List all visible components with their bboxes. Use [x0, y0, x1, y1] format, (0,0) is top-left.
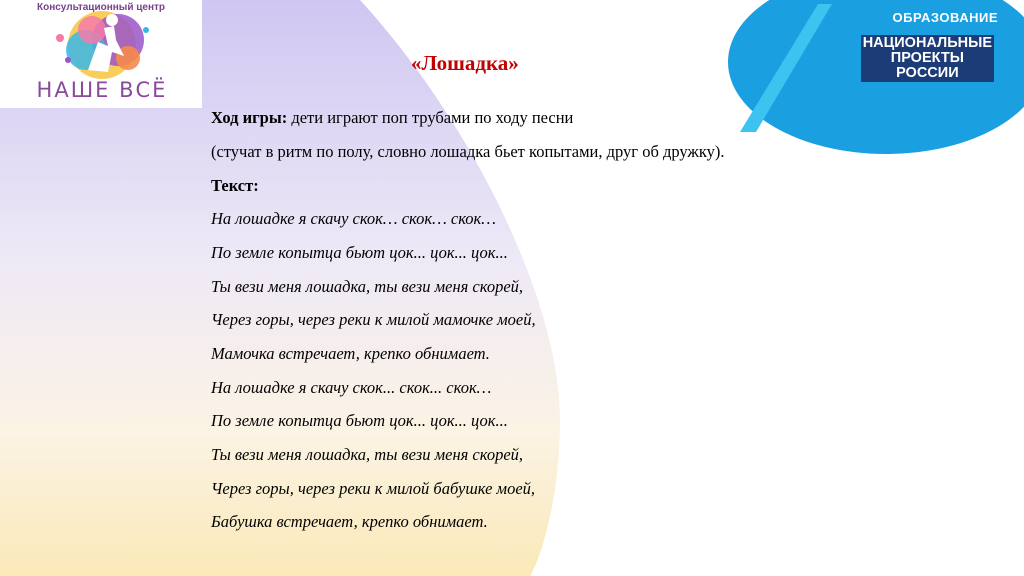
verse-line: По земле копытца бьют цок... цок... цок... — [211, 411, 508, 430]
verse-line: Через горы, через реки к милой мамочке моей, — [211, 310, 536, 329]
np-line-2: ПРОЕКТЫ — [890, 50, 964, 66]
verse-line: На лошадке я скачу скок... скок... скок… — [211, 378, 492, 397]
verse-line: Ты вези меня лошадка, ты вези меня скорей, — [211, 445, 524, 464]
slide-title: «Лошадка» — [411, 51, 519, 75]
np-line-1: НАЦИОНАЛЬНЫЕ — [862, 35, 992, 51]
np-top-text: ОБРАЗОВАНИЕ — [892, 10, 998, 25]
consult-center-logo — [0, 0, 202, 108]
verse-line: На лошадке я скачу скок… скок… скок… — [211, 209, 496, 228]
rules-text-1: дети играют поп трубами по ходу песни — [287, 108, 574, 127]
verse-line: По земле копытца бьют цок... цок... цок... — [211, 243, 508, 262]
rules-label: Ход игры: — [211, 108, 288, 127]
text-label: Текст: — [211, 176, 259, 195]
rules-line-1 — [211, 108, 573, 128]
logo-name: НАШЕ ВСЁ — [36, 78, 168, 102]
verse-line: Мамочка встречает, крепко обнимает. — [211, 344, 490, 363]
verse-line: Бабушка встречает, крепко обнимает. — [211, 512, 488, 531]
np-main-text — [861, 35, 994, 82]
np-line-3: РОССИИ — [896, 65, 959, 81]
logo-caption: Консультационный центр — [36, 2, 166, 13]
verse-line: Ты вези меня лошадка, ты вези меня скорей, — [211, 277, 524, 296]
verse-line: Через горы, через реки к милой бабушке моей, — [211, 479, 536, 498]
rules-line-2: (стучат в ритм по полу, словно лошадка бьет копытами, друг об дружку). — [211, 142, 725, 161]
